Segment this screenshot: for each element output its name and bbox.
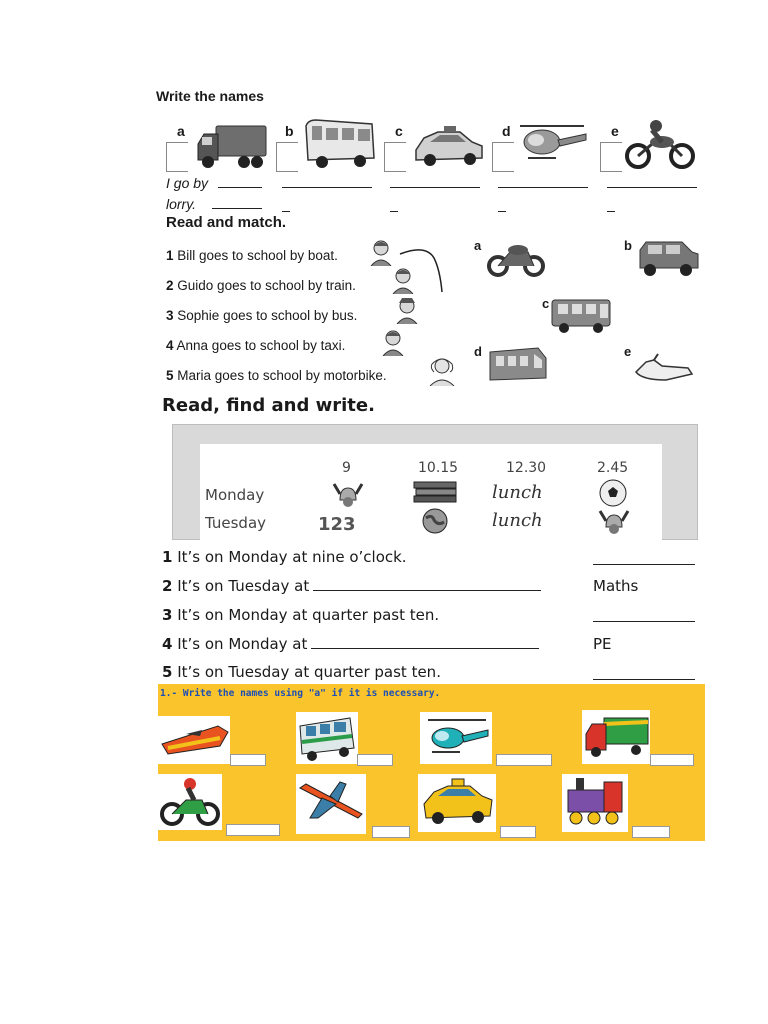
day-monday: Monday [205,486,265,504]
football-icon [598,478,628,508]
question-5: 5 It’s on Tuesday at quarter past ten. [162,663,441,681]
write-box[interactable] [230,754,266,766]
answer-line-e[interactable] [607,186,697,188]
answer-box-c[interactable] [384,142,406,172]
write-box[interactable] [372,826,410,838]
example-line-2: lorry. [166,196,197,212]
question-blank-4[interactable] [311,648,539,649]
write-box[interactable] [500,826,536,838]
lunch-label: lunch [492,482,543,503]
child-icon [424,356,460,386]
lunch-label: lunch [492,510,543,531]
question-4: 4 It’s on Monday at [162,635,539,653]
match-sentence-3: 3 Sophie goes to school by bus. [166,308,358,323]
viking-helmet-icon [332,480,364,508]
time-header: 9 [342,460,351,476]
letter-e: e [611,123,619,139]
bus-icon [296,712,358,764]
speedboat-icon [158,716,230,764]
section1-title: Write the names [156,88,264,104]
truck-icon [582,710,650,764]
numbers-icon [316,508,368,538]
globe-icon [420,506,450,536]
motorbike-icon [622,118,698,170]
option-letter-c: c [542,296,550,311]
airplane-icon [296,774,366,834]
day-tuesday: Tuesday [205,514,267,532]
taxi-icon[interactable] [636,238,700,278]
letter-a: a [177,123,185,139]
taxi-icon [410,120,486,172]
write-box[interactable] [226,824,280,836]
option-letter-d: d [474,344,482,359]
answer-line-d[interactable] [498,186,588,188]
write-box[interactable] [496,754,552,766]
section4-title: 1.- Write the names using "a" if it is necessary. [160,688,441,699]
train-icon[interactable] [486,344,548,386]
train-icon [562,774,628,832]
bus-icon[interactable] [550,296,612,334]
option-letter-a: a [474,238,482,253]
books-icon [412,480,458,506]
example-blank-2 [212,207,262,209]
child-icon [368,238,394,266]
subject-maths: Maths [593,577,639,595]
lorry-icon [194,122,270,174]
taxi-icon [418,774,496,832]
time-header: 2.45 [597,460,629,476]
bus-icon [302,118,378,170]
answer-line-1[interactable] [593,564,695,565]
letter-d: d [502,123,511,139]
match-sentence-5: 5 Maria goes to school by motorbike. [166,368,387,383]
section3-title: Read, find and write. [162,395,375,416]
example-line-1: I go by [166,175,209,191]
answer-dash-d [498,210,506,212]
time-header: 12.30 [506,460,547,476]
child-icon [394,296,420,324]
question-1: 1 It’s on Monday at nine o’clock. [162,548,407,566]
question-3: 3 It’s on Monday at quarter past ten. [162,606,440,624]
time-header: 10.15 [418,460,459,476]
section2-title: Read and match. [166,214,287,231]
child-icon [380,328,406,356]
answer-box-b[interactable] [276,142,298,172]
match-sentence-4: 4 Anna goes to school by taxi. [166,338,346,353]
letter-c: c [395,123,403,139]
match-line [396,246,452,296]
question-blank-2[interactable] [313,590,541,591]
answer-line-3[interactable] [593,621,695,622]
answer-line-c[interactable] [390,186,480,188]
answer-line-b[interactable] [282,186,372,188]
write-box[interactable] [650,754,694,766]
letter-b: b [285,123,294,139]
write-box[interactable] [357,754,393,766]
option-letter-e: e [624,344,632,359]
match-sentence-1: 1 Bill goes to school by boat. [166,248,338,263]
answer-box-e[interactable] [600,142,622,172]
motorbike-icon[interactable] [484,236,548,278]
match-sentence-2: 2 Guido goes to school by train. [166,278,356,293]
answer-dash-e [607,210,615,212]
answer-line-5[interactable] [593,679,695,680]
answer-box-a[interactable] [166,142,188,172]
option-letter-b: b [624,238,632,253]
example-blank-1 [218,186,262,188]
svg-text:123: 123 [318,514,356,535]
jetski-icon[interactable] [632,352,696,384]
write-box[interactable] [632,826,670,838]
viking-helmet-icon [598,506,630,536]
answer-dash-c [390,210,398,212]
helicopter-icon [514,120,590,172]
subject-pe: PE [593,635,612,653]
answer-dash-b [282,210,290,212]
helicopter-icon [420,712,492,764]
answer-box-d[interactable] [492,142,514,172]
question-2: 2 It’s on Tuesday at [162,577,541,595]
motorbike-icon [158,774,222,830]
